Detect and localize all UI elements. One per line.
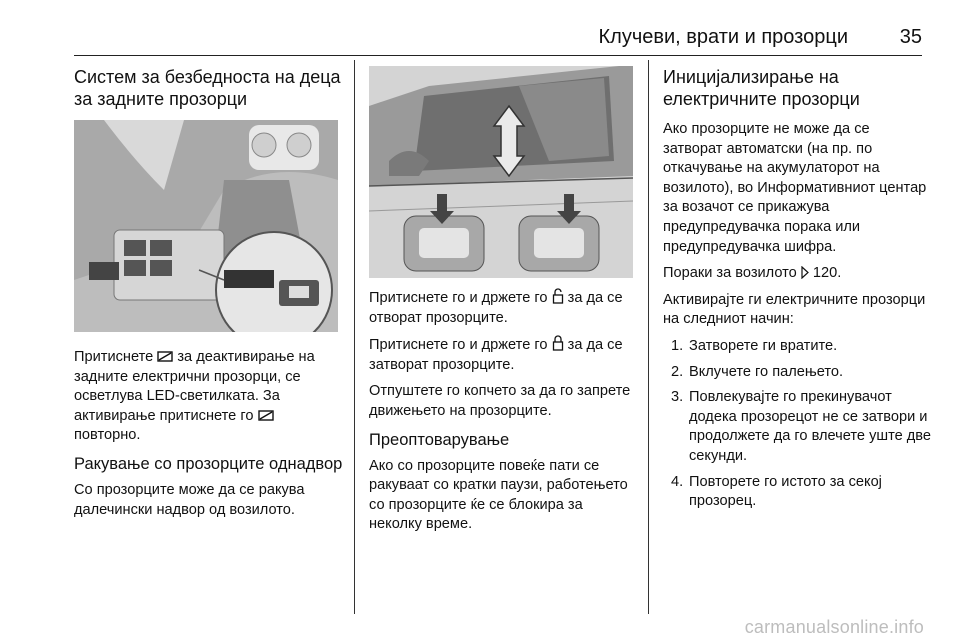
- column-divider-1: [354, 60, 355, 614]
- column-2: [369, 66, 637, 542]
- child-safety-heading: Систем за безбедноста на деца за задните прозорци: [74, 67, 341, 109]
- watermark: carmanualsonline.info: [744, 617, 924, 637]
- header-divider: [74, 55, 922, 56]
- activation-intro: Активирајте ги електричните прозорци на следниот начин:: [663, 291, 926, 328]
- unlock-icon: [552, 288, 564, 304]
- chapter-title: Клучеви, врати и прозорци: [598, 26, 848, 48]
- page-header: [0, 0, 960, 56]
- release-button-text: Отпуштете го копчето за да го запрете движењето на прозорците.: [369, 383, 631, 419]
- page-reference-icon: [801, 266, 809, 279]
- open-windows-text: Притиснете го и држете го за да се отворат прозорците.: [369, 290, 623, 326]
- overload-text: Ако со прозорците повеќе пати се ракуваат со кратки паузи, работењето со прозорците ќе се блокира за неколку време.: [369, 457, 628, 533]
- close-windows-text: Притиснете го и држете го за да се затворат прозорците.: [369, 337, 623, 373]
- column-3: [663, 66, 931, 518]
- column-1: [74, 66, 344, 527]
- vehicle-messages-ref: Пораки за возилото 120.: [663, 265, 842, 282]
- remote-operation-text: Со прозорците може да се ракува далечински надвор од возилото.: [74, 481, 305, 518]
- overload-heading: Преоптоварување: [369, 430, 510, 449]
- child-lock-icon: [157, 349, 173, 363]
- remote-key-window-illustration: [369, 66, 633, 278]
- list-item: 3. Повлекувајте го прекинувачот додека прозорецот не се затвори и продолжете да го влечете уште две секунди.: [671, 389, 931, 464]
- child-lock-icon: [258, 408, 274, 422]
- list-item: 1. Затворете ги вратите.: [671, 337, 838, 354]
- activation-steps: [663, 337, 931, 512]
- child-safety-text: Притиснете за деактивирање на задните електрични прозорци, се осветлува LED-светилката. За активирање притиснете го повторно.: [74, 349, 315, 444]
- page-number: 35: [899, 26, 922, 48]
- initialization-heading: Иницијализирање на електричните прозорци: [663, 67, 860, 109]
- list-item: 4. Повторете го истото за секој прозорец.: [671, 473, 882, 510]
- lock-icon: [552, 335, 564, 351]
- remote-operation-heading: Ракување со прозорците однадвор: [74, 454, 343, 473]
- list-item: 2. Вклучете го палењето.: [671, 363, 844, 380]
- initialization-intro: Ако прозорците не може да се затворат автоматски (на пр. по откачување на акумулаторот на возилото), во Информативниот центар за возачот се прикажува предупредувачка порака или предупредувачка шифра.: [663, 121, 927, 255]
- column-divider-2: [648, 60, 649, 614]
- door-switch-panel-illustration: [74, 120, 338, 332]
